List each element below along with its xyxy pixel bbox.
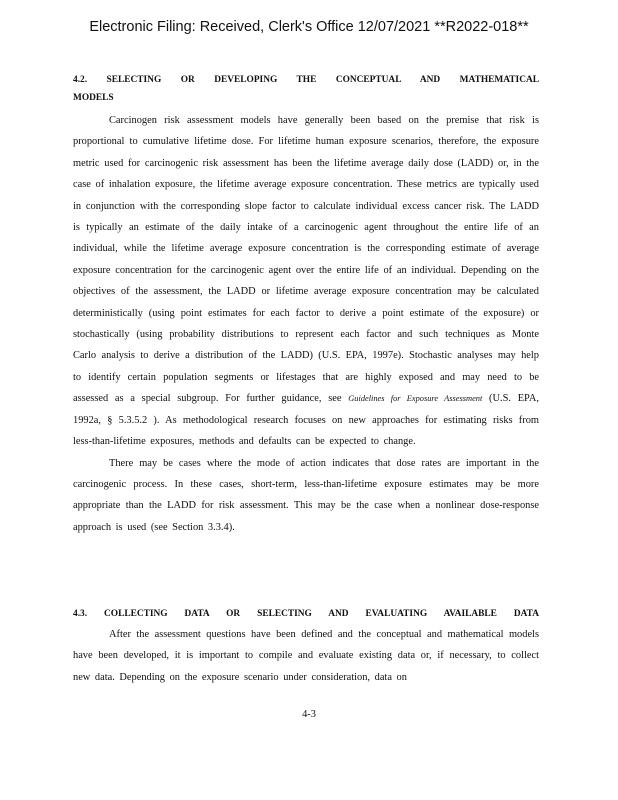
section-4-3	[73, 604, 539, 688]
section-4-3-paragraph-1: After the assessment questions have been defined and the conceptual and mathematical models have been developed, it is important to compile and evaluate existing data or, if necessary, to collect new data. Depending on the exposure scenario under consideration, data on	[73, 629, 539, 683]
section-4-2	[73, 70, 539, 538]
section-4-2-heading-continued: MODELS	[73, 93, 114, 103]
paragraph-1-text-part-1: Carcinogen risk assessment models have generally been based on the premise that risk is proportional to cumulative lifetime dose. For lifetime human exposure scenarios, therefore, the exposure metric used for carcinogenic risk assessment has been the lifetime average daily dose (LADD) or, in the case of inhalation exposure, the lifetime average exposure concentration. These metrics are typically used in conjunction with the corresponding slope factor to calculate individual excess cancer risk. The LADD is typically an estimate of the daily intake of a carcinogenic agent throughout the entire life of an individual, while the lifetime average exposure concentration is the corresponding estimate of average exposure concentration for the carcinogenic agent over the entire life of an individual. Depending on the objectives of the assessment, the LADD or lifetime average exposure concentration may be calculated deterministically (using point estimates for each factor to derive a point estimate of the exposure) or stochastically (using probability distributions to represent each factor and such techniques as Monte Carlo analysis to derive a distribution of the LADD) (U.S. EPA, 1997e). Stochastic analyses may help to identify certain population segments or lifestages that are highly exposed and may need to be assessed as a special subgroup. For further guidance, see	[73, 115, 539, 405]
section-4-2-paragraph-2: There may be cases where the mode of action indicates that dose rates are important in the carcinogenic process. In these cases, short-term, less-than-lifetime exposure estimates may be more appropriate than the LADD for risk assessment. This may be the case when a nonlinear dose-response approach is used (see Section 3.3.4).	[73, 457, 539, 533]
section-4-2-paragraph-1	[73, 110, 539, 453]
section-4-2-heading: 4.2. SELECTING OR DEVELOPING THE CONCEPTUAL AND MATHEMATICAL	[73, 75, 539, 85]
section-4-3-heading: 4.3. COLLECTING DATA OR SELECTING AND EVALUATING AVAILABLE DATA	[73, 609, 539, 619]
paragraph-1-text-part-2: (U.S. EPA, 1992a, § 5.3.5.2 ). As methodological research focuses on new approaches for estimating risks from less-than-lifetime exposures, methods and defaults can be expected to change.	[73, 393, 539, 448]
page-number: 4-3	[302, 709, 316, 720]
guidelines-citation-italic: Guidelines for Exposure Assessment	[348, 394, 483, 404]
filing-stamp-header: Electronic Filing: Received, Clerk's Office 12/07/2021 **R2022-018**	[89, 19, 529, 35]
